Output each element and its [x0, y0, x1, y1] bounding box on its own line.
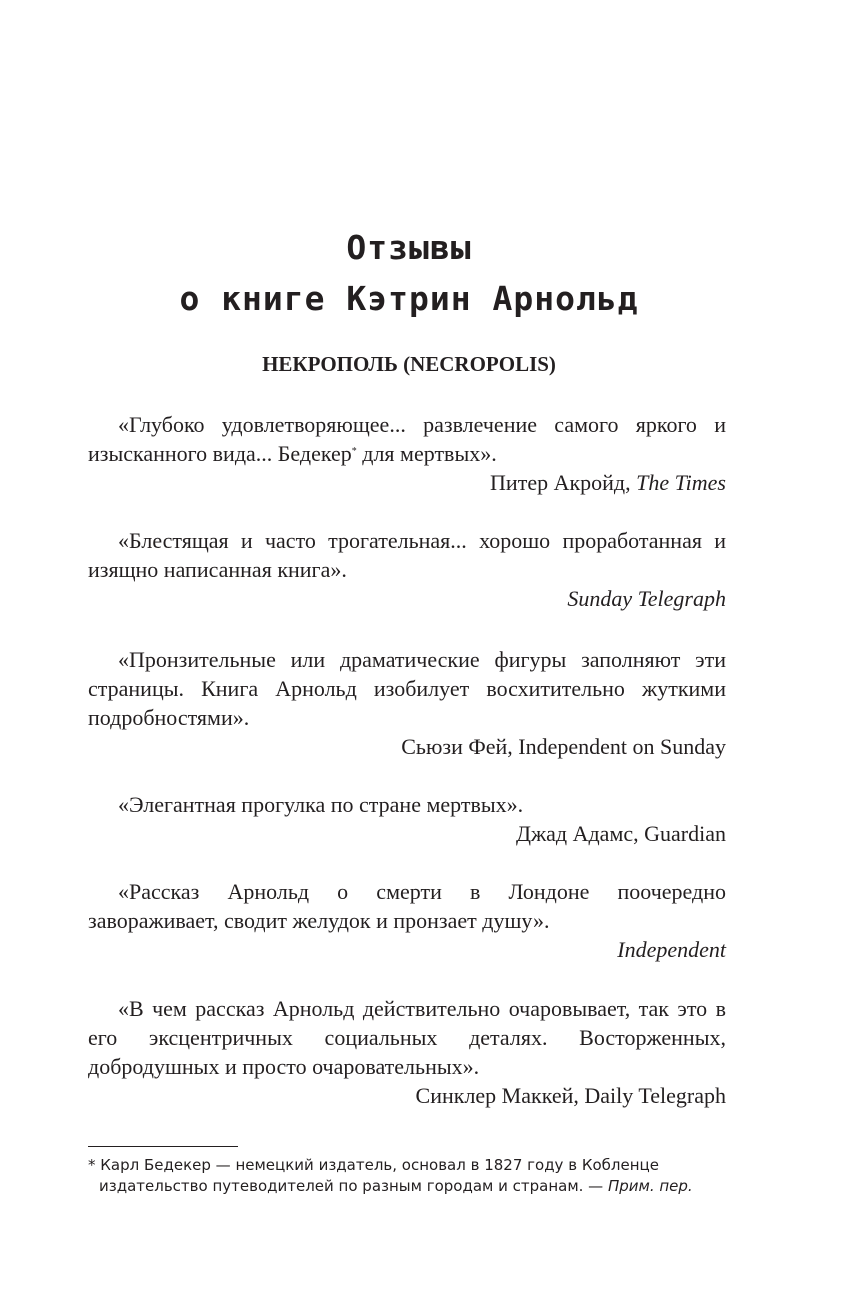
review-source: Independent	[617, 937, 726, 962]
review-quote: «Блестящая и часто трогательная... хорошо проработанная и изящно написанная книга».	[88, 528, 726, 582]
review-6	[88, 994, 726, 1110]
footnote-note: Прим. пер.	[607, 1177, 693, 1195]
footnote-line-2-text: издательство путеводителей по разным городам и странам. —	[99, 1177, 608, 1195]
review-attribution	[88, 468, 726, 497]
book-subtitle: НЕКРОПОЛЬ (NECROPOLIS)	[262, 352, 556, 376]
review-quote: «В чем рассказ Арнольд действительно очаровывает, так это в его эксцентричных социальных деталях. Восторженных, добродушных и просто очаровательных».	[88, 996, 726, 1079]
footnote-line-1: * Карл Бедекер — немецкий издатель, основал в 1827 году в Кобленце	[88, 1156, 659, 1174]
review-source: The Times	[636, 470, 726, 495]
page-title-line-1: Отзывы	[346, 228, 472, 267]
review-1	[88, 410, 726, 497]
footnote-mark: *	[351, 446, 357, 457]
review-author: Питер Акройд,	[490, 470, 637, 495]
review-quote: «Пронзительные или драматические фигуры заполняют эти страницы. Книга Арнольд изобилует восхитительно жуткими подробностями».	[88, 647, 726, 730]
review-quote-text-end: для мертвых».	[356, 441, 497, 466]
review-source: Sunday Telegraph	[567, 586, 726, 611]
review-attribution: Джад Адамс, Guardian	[515, 821, 726, 846]
review-quote	[88, 410, 726, 468]
review-5	[88, 877, 726, 964]
review-quote: «Элегантная прогулка по стране мертвых».	[118, 792, 524, 817]
page-title-line-2: о книге Кэтрин Арнольд	[179, 279, 639, 318]
footnote	[88, 1155, 738, 1197]
review-4	[88, 790, 726, 848]
footnote-divider	[88, 1146, 238, 1147]
review-3	[88, 645, 726, 761]
footnote-line-2	[88, 1176, 738, 1197]
review-quote-text: «Глубоко удовлетворяющее... развлечение самого яркого и изысканного вида... Бедекер	[88, 412, 726, 466]
review-quote: «Рассказ Арнольд о смерти в Лондоне поочередно завораживает, сводит желудок и пронзает душу».	[88, 879, 726, 933]
review-attribution: Синклер Маккей, Daily Telegraph	[415, 1083, 726, 1108]
review-2	[88, 526, 726, 613]
review-attribution: Сьюзи Фей, Independent on Sunday	[401, 734, 726, 759]
